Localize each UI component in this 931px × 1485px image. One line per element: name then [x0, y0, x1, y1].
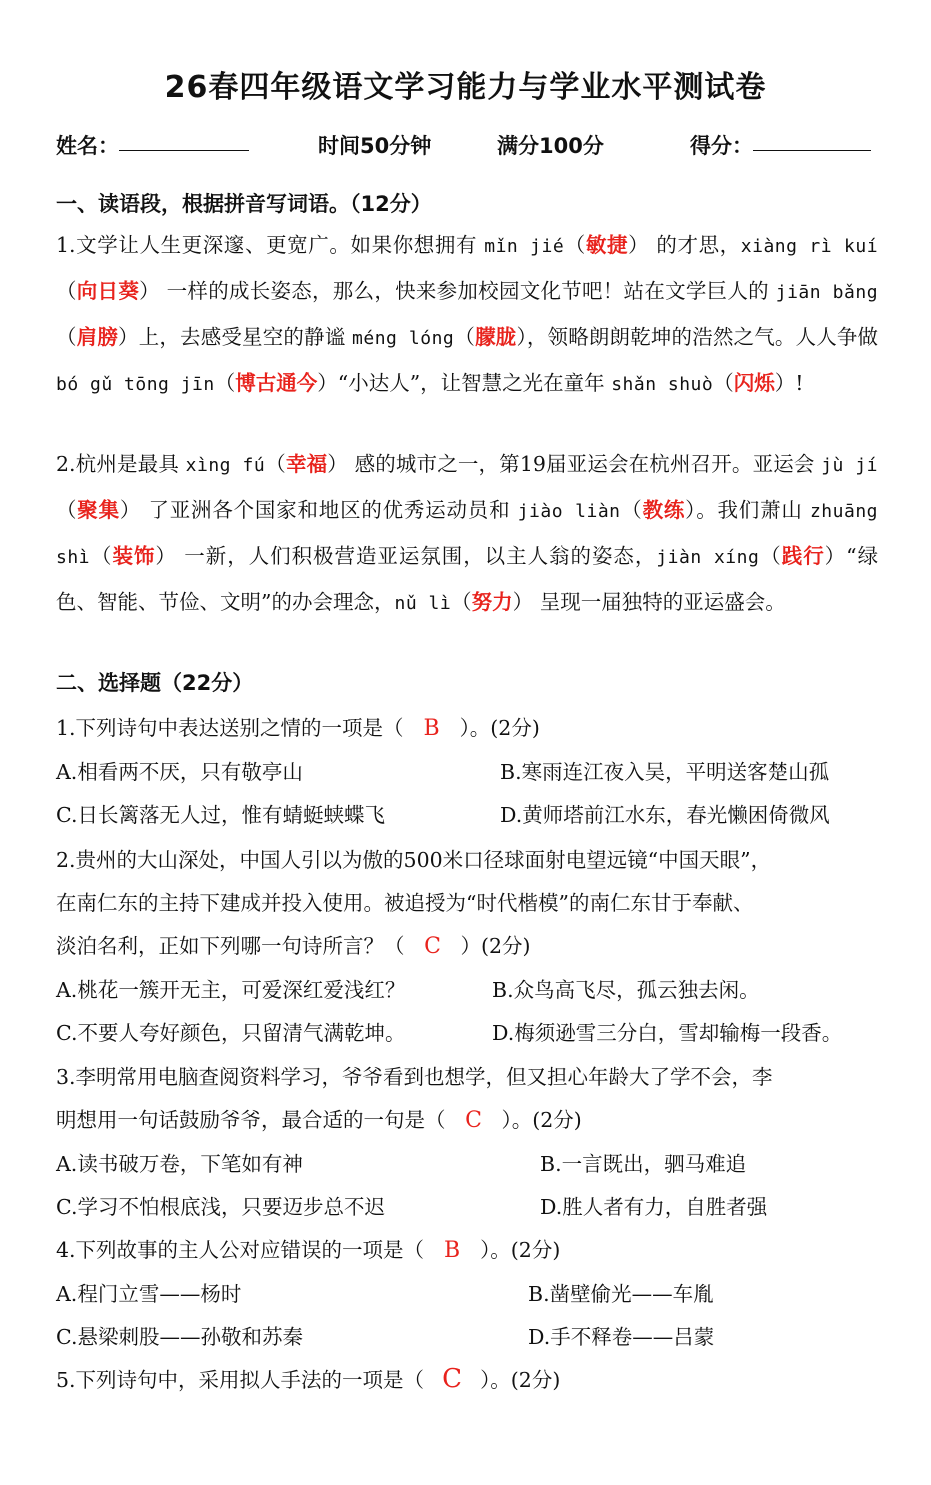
q2-option-a: A.桃花一簇开无主，可爱深红爱浅红？ — [56, 978, 406, 1002]
passage-text: 了亚洲各个国家和地区的优秀运动员和 — [141, 498, 518, 522]
pinyin: nǔ lì — [394, 593, 452, 614]
name-blank[interactable] — [119, 130, 249, 151]
question-score: ）。(2分) — [480, 1368, 561, 1392]
answer-word: 幸福 — [285, 452, 328, 476]
score-field — [690, 130, 753, 160]
passage-text: 1.文学让人生更深邃、更宽广。如果你想拥有 — [56, 233, 485, 257]
q4-option-b: B.凿壁偷光——车胤 — [528, 1282, 714, 1306]
q1-option-a: A.相看两不厌，只有敬亭山 — [56, 760, 303, 784]
q2-option-d: D.梅须逊雪三分白，雪却输梅一段香。 — [492, 1021, 843, 1045]
full-score-label: 满分100分 — [497, 134, 604, 158]
answer-word: 朦胧 — [475, 325, 517, 349]
passage-2: 2.杭州是最具 xìng fú（幸福） 感的城市之一，第19届亚运会在杭州召开。亚运会 jù jí（聚集） 了亚洲各个国家和地区的优秀运动员和 jiào liàn（教练）。我们萧山 zhuāng shì（装饰） 一新，人们积极营造亚运氛围，以主人翁的姿态，jiàn xíng（践行）“绿色、智能、节俭、文明”的办会理念，nǔ lì（努力） 呈现一届独特的亚运盛会。 — [56, 452, 879, 614]
pinyin: shǎn shuò — [611, 374, 714, 395]
q3-option-d: D.胜人者有力，自胜者强 — [540, 1195, 768, 1219]
pinyin: xìng fú — [185, 455, 266, 476]
pinyin: zhuāng shì — [56, 501, 878, 568]
passage-text: ，领略朗朗乾坤的浩然之气。人人争做 — [526, 325, 879, 349]
answer-word: 向日葵 — [76, 279, 140, 303]
question-4 — [56, 1233, 560, 1263]
score-label: 得分： — [690, 134, 753, 158]
section-2-heading: 二、选择题（22分） — [56, 671, 254, 695]
pinyin: jiàn xíng — [656, 547, 760, 568]
passage-text: 感的城市之一，第19届亚运会在杭州召开。亚运会 — [347, 452, 822, 476]
answer-letter: C — [424, 934, 441, 959]
answer-letter: B — [443, 1238, 461, 1263]
answer-word: 教练 — [642, 498, 686, 522]
passage-text: 2.杭州是最具 — [56, 452, 186, 476]
q3-option-a: A.读书破万卷，下笔如有神 — [56, 1152, 303, 1176]
question-score: ）。(2分) — [480, 1238, 561, 1262]
answer-word: 践行 — [781, 544, 825, 568]
q2-option-b: B.众鸟高飞尽，孤云独去闲。 — [492, 978, 760, 1002]
name-label: 姓名： — [56, 134, 119, 158]
question-2-line-2: 在南仁东的主持下建成并投入使用。被追授为“时代楷模”的南仁东甘于奉献、 — [56, 891, 754, 915]
passage-text: 。我们萧山 — [696, 498, 810, 522]
answer-word: 聚集 — [77, 498, 120, 522]
answer-letter: C — [442, 1364, 463, 1394]
exam-title: 26春四年级语文学习能力与学业水平测试卷 — [164, 70, 767, 105]
question-score: ）。(2分) — [459, 716, 540, 740]
pinyin: mǐn jié — [484, 236, 565, 257]
answer-word: 装饰 — [112, 544, 156, 568]
header-info — [0, 130, 931, 164]
passage-text: ! — [795, 371, 804, 395]
passage-1: 1.文学让人生更深邃、更宽广。如果你想拥有 mǐn jié（敏捷） 的才思，xiàng rì kuí（向日葵） 一样的成长姿态，那么，快来参加校园文化节吧！站在文学巨人的 jiān bǎng（肩膀）上，去感受星空的静谧 méng lóng（朦胧），领略朗朗乾坤的浩然之气。人人争做 bó gǔ tōng jīn（博古通今）“小达人”，让智慧之光在童年 shǎn shuò（闪烁）! — [56, 233, 879, 395]
answer-word: 敏捷 — [585, 233, 629, 257]
question-text: 明想用一句话鼓励爷爷，最合适的一句是（ — [56, 1108, 446, 1132]
answer-word: 博古通今 — [235, 371, 318, 395]
q1-option-c: C.日长篱落无人过，惟有蜻蜓蛱蝶飞 — [56, 803, 385, 827]
question-text: 1.下列诗句中表达送别之情的一项是（ — [56, 716, 404, 740]
pinyin: jù jí — [821, 455, 879, 476]
question-text: 4.下列故事的主人公对应错误的一项是（ — [56, 1238, 425, 1262]
q4-option-c: C.悬梁刺股——孙敬和苏秦 — [56, 1325, 303, 1349]
q1-option-d: D.黄师塔前江水东，春光懒困倚微风 — [500, 803, 830, 827]
q3-option-b: B.一言既出，驷马难追 — [540, 1152, 747, 1176]
pinyin: bó gǔ tōng jīn — [56, 374, 215, 395]
question-2-line-1: 2.贵州的大山深处，中国人引以为傲的500米口径球面射电望远镜“中国天眼”， — [56, 848, 772, 872]
question-score: ）(2分) — [460, 934, 531, 958]
time-label: 时间50分钟 — [318, 134, 432, 158]
passage-text: 一新，人们积极营造亚运氛围，以主人翁的姿态， — [176, 544, 657, 568]
passage-text: 呈现一届独特的亚运盛会。 — [533, 590, 786, 614]
passage-text: “小达人”，让智慧之光在童年 — [337, 371, 612, 395]
question-text: 5.下列诗句中，采用拟人手法的一项是（ — [56, 1368, 425, 1392]
answer-letter: C — [465, 1108, 482, 1133]
score-blank[interactable] — [753, 130, 871, 151]
answer-word: 努力 — [471, 590, 513, 614]
q4-option-d: D.手不释卷——吕蒙 — [528, 1325, 715, 1349]
section-1-heading: 一、读语段，根据拼音写词语。（12分） — [56, 192, 432, 216]
pinyin: méng lóng — [352, 328, 455, 349]
question-score: ）。(2分) — [501, 1108, 582, 1132]
answer-word: 肩膀 — [76, 325, 119, 349]
passage-text: “绿色、智能、节俭、文明”的办会理念， — [56, 544, 879, 614]
passage-text: 上，去感受星空的静谧 — [138, 325, 353, 349]
question-3-line-1: 3.李明常用电脑查阅资料学习，爷爷看到也想学，但又担心年龄大了学不会，李 — [56, 1065, 773, 1089]
question-5 — [56, 1363, 560, 1394]
pinyin: xiàng rì kuí — [740, 236, 879, 257]
pinyin: jiān bǎng — [775, 282, 879, 303]
q3-option-c: C.学习不怕根底浅，只要迈步总不迟 — [56, 1195, 385, 1219]
name-field — [56, 130, 119, 160]
question-3 — [56, 1103, 582, 1133]
pinyin: jiào liàn — [517, 501, 621, 522]
q4-option-a: A.程门立雪——杨时 — [56, 1282, 242, 1306]
question-1 — [56, 711, 540, 741]
question-2 — [56, 929, 531, 959]
passage-text: 一样的成长姿态，那么，快来参加校园文化节吧！站在文学巨人的 — [159, 279, 776, 303]
q2-option-c: C.不要人夸好颜色，只留清气满乾坤。 — [56, 1021, 406, 1045]
answer-word: 闪烁 — [733, 371, 775, 395]
q1-option-b: B.寒雨连江夜入吴，平明送客楚山孤 — [500, 760, 830, 784]
answer-letter: B — [423, 716, 440, 741]
question-text: 淡泊名利，正如下列哪一句诗所言？（ — [56, 934, 405, 958]
passage-text: 的才思， — [649, 233, 741, 257]
